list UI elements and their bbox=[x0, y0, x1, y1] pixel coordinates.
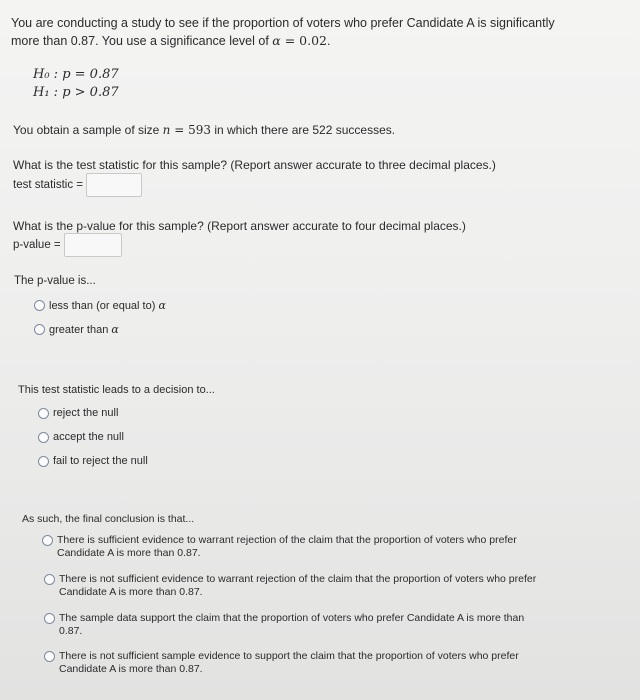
sample-prefix: You obtain a sample of size bbox=[13, 123, 163, 137]
conclusion-option-3-label: The sample data support the claim that the proportion of voters who prefer Candidate A is more than 0.87. bbox=[59, 612, 525, 637]
sample-suffix: in which there are 522 successes. bbox=[210, 123, 396, 137]
alpha-symbol: α bbox=[272, 33, 281, 48]
decision-option-fail-to-reject[interactable] bbox=[38, 455, 148, 468]
p-value-question: What is the p-value for this sample? (Report answer accurate to four decimal places.) bbox=[13, 219, 466, 233]
p-value-label: p-value = bbox=[13, 239, 61, 251]
conclusion-option-1-label: There is sufficient evidence to warrant rejection of the claim that the proportion of voters who prefer Candidate A is more than 0.87. bbox=[57, 534, 517, 559]
intro-line-1: You are conducting a study to see if the proportion of voters who prefer Candidate A is significantly bbox=[11, 16, 555, 30]
radio-button-icon[interactable] bbox=[38, 456, 49, 467]
radio-button-icon[interactable] bbox=[42, 535, 53, 546]
n-symbol: n bbox=[162, 123, 171, 137]
p-compare-question: The p-value is... bbox=[14, 275, 96, 287]
conclusion-option-4-label: There is not sufficient sample evidence to support the claim that the proportion of voters who prefer Candidate A is more than 0.87. bbox=[59, 650, 519, 675]
n-value: 593 bbox=[188, 123, 211, 137]
null-hypothesis: H₀ : p = 0.87 bbox=[33, 67, 119, 82]
decision-option-accept[interactable] bbox=[38, 431, 124, 444]
n-equals: = bbox=[170, 123, 189, 137]
test-statistic-question: What is the test statistic for this sample? (Report answer accurate to three decimal places.) bbox=[13, 158, 496, 172]
intro-period: . bbox=[327, 34, 331, 48]
problem-intro bbox=[11, 14, 611, 50]
p-compare-option-greater[interactable] bbox=[34, 323, 119, 337]
conclusion-option-2-label: There is not sufficient evidence to warrant rejection of the claim that the proportion of voters who prefer Candidate A is more than 0.87. bbox=[59, 573, 537, 598]
radio-button-icon[interactable] bbox=[44, 613, 55, 624]
p-value-input[interactable] bbox=[64, 233, 122, 257]
radio-button-icon[interactable] bbox=[38, 432, 49, 443]
radio-button-icon[interactable] bbox=[34, 324, 45, 335]
intro-line-2: more than 0.87. You use a significance level of bbox=[11, 34, 273, 48]
decision-option-reject[interactable] bbox=[38, 407, 118, 420]
equals-sign: = bbox=[280, 33, 300, 48]
radio-button-icon[interactable] bbox=[34, 300, 45, 311]
decision-option-reject-label: reject the null bbox=[53, 407, 119, 419]
conclusion-option-4[interactable] bbox=[44, 650, 559, 675]
test-statistic-input[interactable] bbox=[86, 173, 142, 197]
radio-button-icon[interactable] bbox=[38, 408, 49, 419]
conclusion-option-3[interactable] bbox=[44, 612, 549, 637]
decision-question: This test statistic leads to a decision to... bbox=[18, 384, 215, 396]
sample-statement bbox=[13, 123, 395, 137]
decision-option-accept-label: accept the null bbox=[53, 431, 124, 443]
conclusion-option-1[interactable] bbox=[42, 534, 567, 559]
radio-button-icon[interactable] bbox=[44, 651, 55, 662]
p-compare-option-less-label: less than (or equal to) α bbox=[49, 299, 166, 312]
conclusion-option-2[interactable] bbox=[44, 573, 559, 598]
conclusion-question: As such, the final conclusion is that... bbox=[22, 513, 195, 525]
test-statistic-row bbox=[13, 173, 142, 197]
alternative-hypothesis: H₁ : p > 0.87 bbox=[33, 85, 119, 100]
p-compare-option-greater-label: greater than α bbox=[49, 323, 119, 336]
test-statistic-label: test statistic = bbox=[13, 179, 83, 191]
p-value-row bbox=[13, 233, 122, 257]
p-compare-option-less[interactable] bbox=[34, 299, 166, 313]
decision-option-fail-to-reject-label: fail to reject the null bbox=[53, 455, 148, 467]
alpha-value: 0.02 bbox=[299, 33, 328, 48]
radio-button-icon[interactable] bbox=[44, 574, 55, 585]
